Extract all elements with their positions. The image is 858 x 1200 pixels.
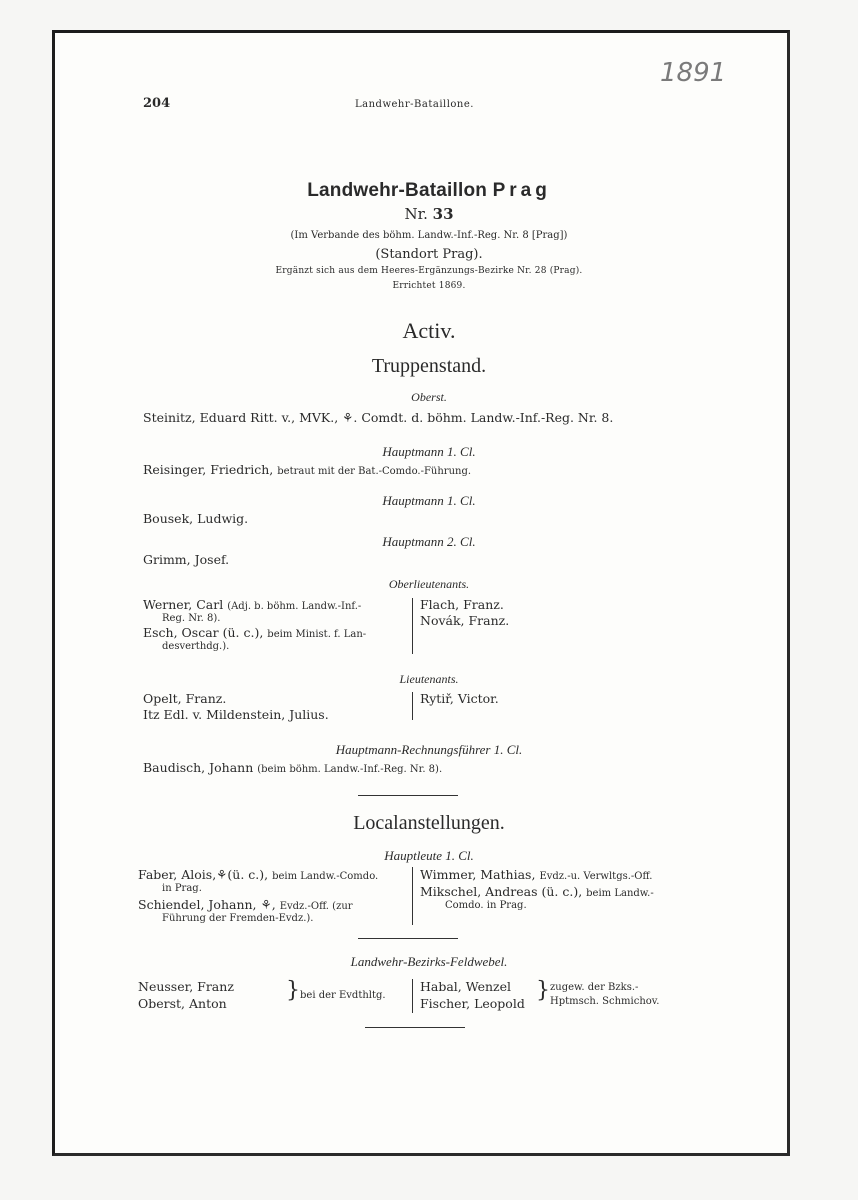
nr-value: 33 — [432, 205, 454, 223]
rank-rechnungsfuehrer: Hauptmann-Rechnungsführer 1. Cl. — [335, 742, 523, 757]
oberst-name: Steinitz, Eduard Ritt. v., MVK., — [143, 410, 339, 425]
lt-left-2: Itz Edl. v. Mildenstein, Julius. — [143, 707, 329, 722]
fw-right-2: Fischer, Leopold — [420, 996, 525, 1011]
column-divider — [412, 692, 413, 720]
hauptmann-1-entry — [143, 462, 471, 477]
oblt-werner-note: (Adj. b. böhm. Landw.-Inf.- — [227, 601, 362, 612]
verband-line: (Im Verbande des böhm. Landw.-Inf.-Reg. Nr. 8 [Prag]) — [290, 230, 568, 241]
hauptmann-1-note: betraut mit der Bat.-Comdo.-Führung. — [277, 466, 472, 477]
local-left-2-cont: Führung der Fremden-Evdz.). — [162, 913, 314, 924]
brace-right: } — [536, 978, 550, 1003]
column-divider — [412, 867, 413, 925]
wimmer-note: Evdz.-u. Verwltgs.-Off. — [539, 871, 653, 882]
fw-right-1: Habal, Wenzel — [420, 979, 512, 994]
oblt-left-1 — [143, 597, 361, 612]
ergaenzt-line: Ergänzt sich aus dem Heeres-Ergänzungs-Bezirke Nr. 28 (Prag). — [275, 266, 583, 276]
rank-hauptmann-1b: Hauptmann 1. Cl. — [382, 493, 476, 508]
column-divider — [412, 979, 413, 1013]
local-right-2-cont: Comdo. in Prag. — [445, 900, 527, 911]
oblt-left-2 — [143, 625, 366, 640]
local-left-1 — [138, 867, 378, 882]
nr-label: Nr. — [404, 205, 428, 223]
title-text: Landwehr-Bataillon — [307, 180, 493, 201]
faber-name: Faber, Alois, — [138, 867, 217, 882]
oblt-werner-name: Werner, Carl — [143, 597, 224, 612]
page-number: 204 — [143, 96, 171, 111]
mikschel-note: beim Landw.- — [586, 888, 654, 899]
rank-hauptmann-2: Hauptmann 2. Cl. — [382, 534, 476, 549]
rank-hauptmann-1: Hauptmann 1. Cl. — [382, 444, 476, 459]
fw-left-note: bei der Evdthltg. — [300, 990, 386, 1001]
column-divider — [412, 598, 413, 654]
errichtet-line: Errichtet 1869. — [392, 281, 466, 291]
oblt-esch-name: Esch, Oscar (ü. c.), — [143, 625, 264, 640]
faber-note: beim Landw.-Comdo. — [272, 871, 379, 882]
decoration-icon: ⚘ — [216, 867, 228, 882]
fw-right-note-1: zugew. der Bzks.- — [550, 982, 639, 993]
running-head: Landwehr-Bataillone. — [355, 99, 474, 110]
fw-right-note-2: Hptmsch. Schmichov. — [550, 996, 660, 1007]
schiendel-note: Evdz.-Off. (zur — [279, 901, 353, 912]
section-divider — [358, 938, 458, 939]
oblt-left-2-cont: desverthdg.). — [162, 641, 230, 652]
page-title — [0, 180, 858, 202]
fw-left-2: Oberst, Anton — [138, 996, 227, 1011]
hauptmann-2-name: Grimm, Josef. — [143, 552, 230, 567]
rank-lieutenants: Lieutenants. — [399, 672, 459, 686]
faber-uc: (ü. c.), — [227, 867, 269, 882]
oblt-esch-note: beim Minist. f. Lan- — [267, 629, 367, 640]
section-divider — [358, 795, 458, 796]
lt-right-1: Rytiř, Victor. — [420, 691, 499, 706]
local-left-2: Schiendel, Johann, ⚘, Evdz.-Off. (zur — [138, 897, 353, 912]
battalion-number — [0, 205, 858, 223]
local-right-2 — [420, 884, 654, 899]
rank-oberlieutenants: Oberlieutenants. — [388, 577, 470, 591]
oblt-right-2: Novák, Franz. — [420, 613, 510, 628]
rank-hauptleute-1: Hauptleute 1. Cl. — [384, 848, 474, 863]
schiendel-name: Schiendel, Johann, — [138, 897, 257, 912]
section-truppenstand: Truppenstand. — [371, 355, 487, 377]
handwritten-year-note: 1891 — [660, 58, 727, 88]
oblt-left-1-cont: Reg. Nr. 8). — [162, 613, 221, 624]
section-localanstellungen: Localanstellungen. — [353, 812, 505, 834]
lt-left-1: Opelt, Franz. — [143, 691, 227, 706]
rechnungsfuehrer-name: Baudisch, Johann — [143, 760, 254, 775]
section-activ: Activ. — [402, 318, 456, 343]
fw-left-1: Neusser, Franz — [138, 979, 234, 994]
decoration-icon: ⚘ — [342, 410, 354, 425]
rank-feldwebel: Landwehr-Bezirks-Feldwebel. — [350, 954, 508, 969]
local-left-1-cont: in Prag. — [162, 883, 202, 894]
rank-oberst: Oberst. — [411, 390, 447, 404]
section-divider — [365, 1027, 465, 1028]
oblt-right-1: Flach, Franz. — [420, 597, 504, 612]
title-city: Prag — [492, 180, 551, 201]
standort-line: (Standort Prag). — [375, 247, 483, 262]
decoration-icon: ⚘ — [260, 897, 272, 912]
local-right-1 — [420, 867, 652, 882]
rechnungsfuehrer-entry — [143, 760, 442, 775]
oberst-text: . Comdt. d. böhm. Landw.-Inf.-Reg. Nr. 8. — [353, 410, 614, 425]
brace-left: } — [286, 978, 300, 1003]
mikschel-name: Mikschel, Andreas (ü. c.), — [420, 884, 583, 899]
oberst-entry — [143, 410, 613, 425]
rechnungsfuehrer-note: (beim böhm. Landw.-Inf.-Reg. Nr. 8). — [257, 764, 443, 775]
hauptmann-1b-name: Bousek, Ludwig. — [143, 511, 249, 526]
hauptmann-1-name: Reisinger, Friedrich, — [143, 462, 274, 477]
wimmer-name: Wimmer, Mathias, — [420, 867, 536, 882]
